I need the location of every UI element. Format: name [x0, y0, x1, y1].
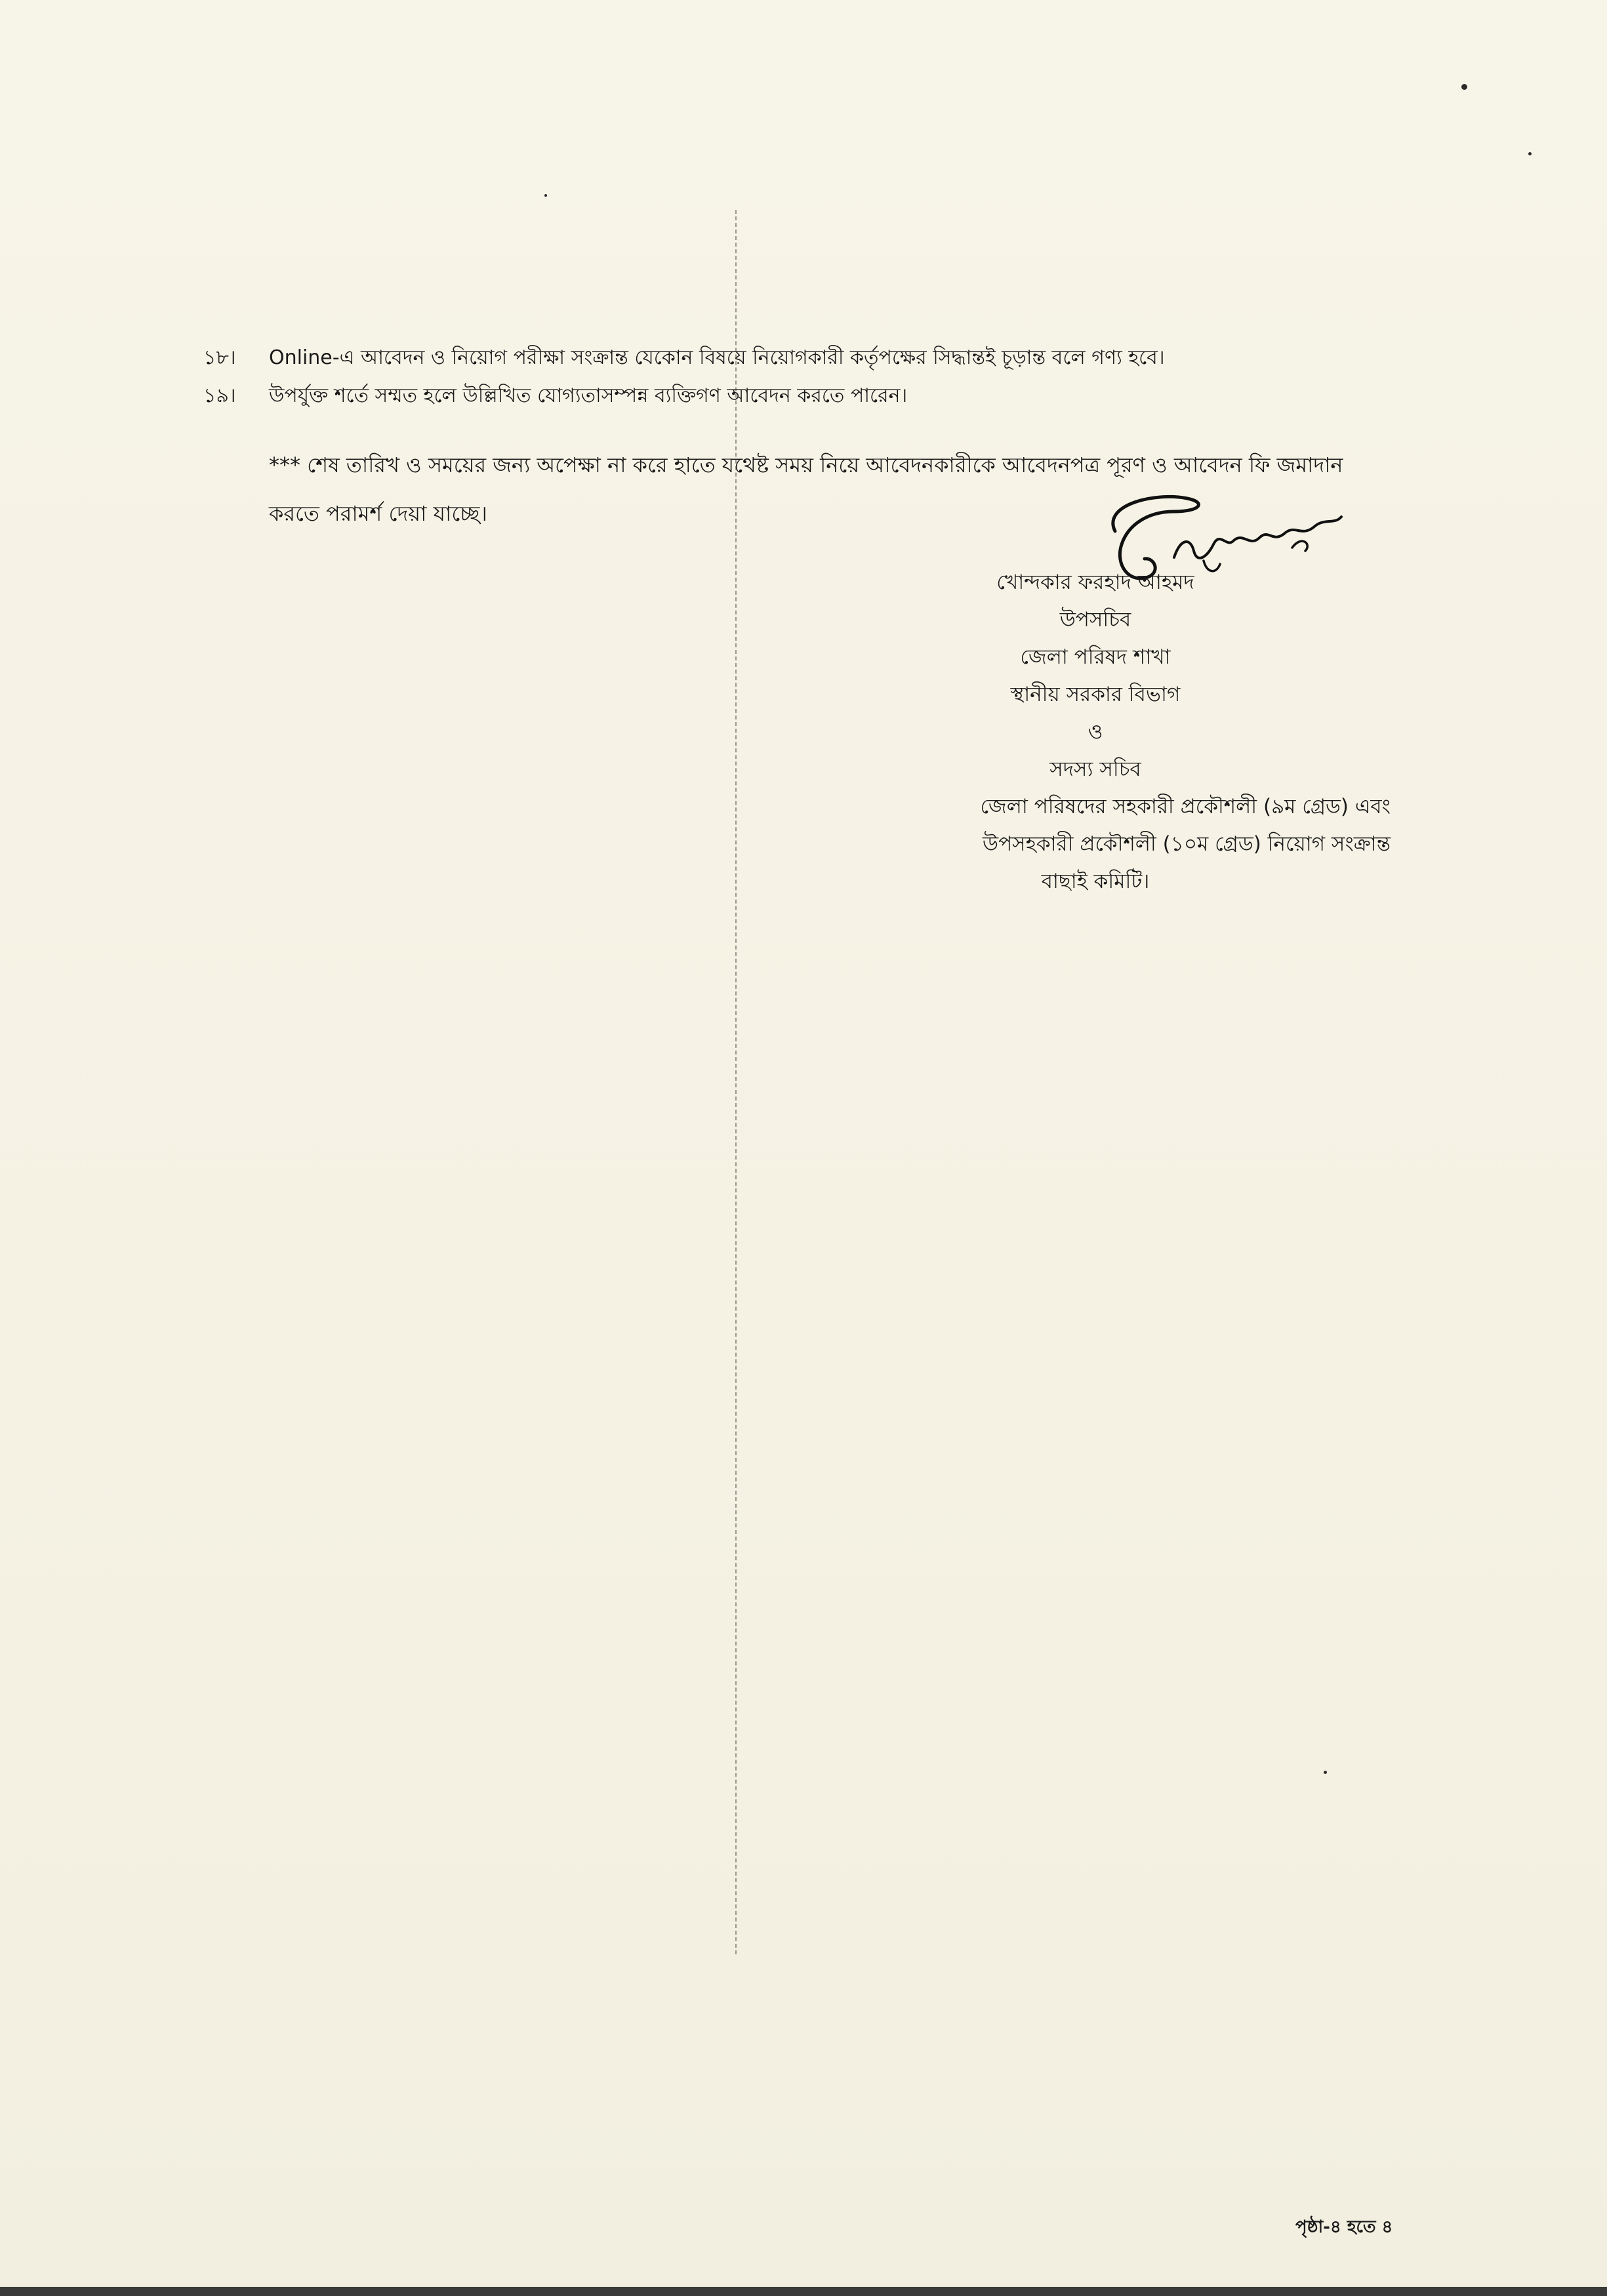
- list-item-text: Online-এ আবেদন ও নিয়োগ পরীক্ষা সংক্রান্ত যেকোন বিষয়ে নিয়োগকারী কর্তৃপক্ষের সিদ্ধান্তই চূড়ান্ত বলে গণ্য হবে।: [269, 346, 1165, 369]
- signatory-name: খোন্দকার ফরহাদ আহমদ: [996, 571, 1194, 594]
- page-number: পৃষ্ঠা-৪ হতে ৪: [1295, 2217, 1393, 2237]
- scan-speck: [544, 194, 547, 197]
- signatory-designation: উপসচিব: [1059, 608, 1131, 632]
- list-item-19: [203, 382, 907, 411]
- scan-speck: [1461, 84, 1467, 90]
- signatory-division: স্থানীয় সরকার বিভাগ: [1010, 683, 1181, 706]
- signatory-role: সদস্য সচিব: [1049, 757, 1141, 781]
- signatory-conjunction: ও: [1088, 720, 1103, 744]
- committee-line-2: উপসহকারী প্রকৌশলী (১০ম গ্রেড) নিয়োগ সংক্রান্ত: [982, 832, 1391, 856]
- committee-line-3: বাছাই কমিটি।: [1041, 870, 1150, 893]
- list-item-number: ১৮।: [203, 346, 236, 369]
- list-item-18: [203, 344, 1165, 373]
- committee-line-1: জেলা পরিষদের সহকারী প্রকৌশলী (৯ম গ্রেড) এবং: [980, 795, 1391, 818]
- scan-speck: [1528, 152, 1532, 155]
- scan-speck: [1324, 1771, 1327, 1774]
- signature-block: [800, 564, 1391, 900]
- list-item-text: উপর্যুক্ত শর্তে সম্মত হলে উল্লিখিত যোগ্যতাসম্পন্ন ব্যক্তিগণ আবেদন করতে পারেন।: [269, 384, 908, 407]
- signatory-branch: জেলা পরিষদ শাখা: [1020, 645, 1171, 669]
- deadline-note: *** শেষ তারিখ ও সময়ের জন্য অপেক্ষা না করে হাতে যথেষ্ট সময় নিয়ে আবেদনকারীকে আবেদনপত্র পূরণ ও আবেদন ফি জমাদান করতে পরামর্শ দেয়া যাচ্ছে।: [269, 453, 1343, 526]
- list-item-number: ১৯।: [203, 384, 236, 407]
- scan-bottom-edge: [0, 2287, 1607, 2296]
